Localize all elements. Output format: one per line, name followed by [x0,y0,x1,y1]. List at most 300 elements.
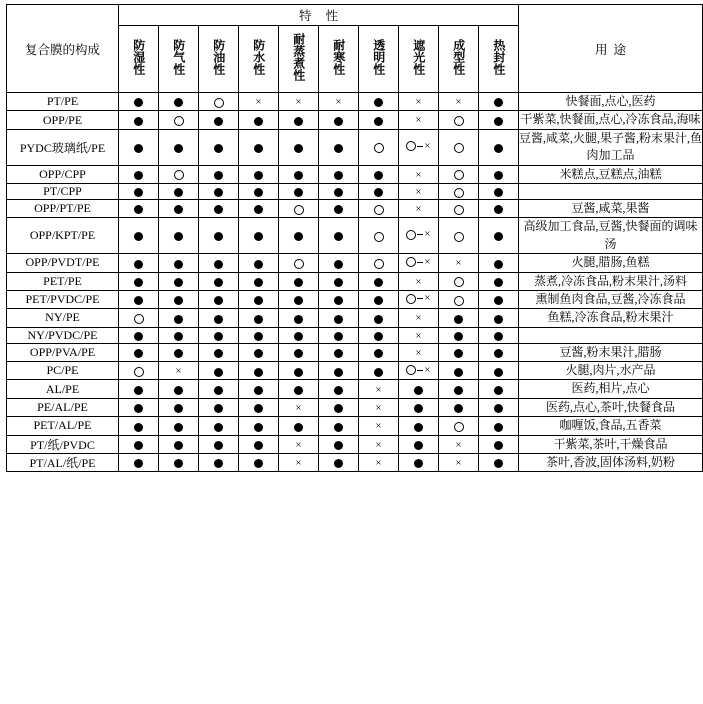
mark-cross: × [295,96,302,109]
header-prop-3 [239,26,279,93]
mark-filled-circle [174,315,183,324]
mark-filled-circle [494,232,503,241]
cell-property-6 [359,398,399,416]
mark-filled-circle [414,459,423,468]
table-row [7,435,703,453]
mark-filled-circle [374,278,383,287]
cell-property-3 [239,93,279,111]
mark-filled-circle [454,404,463,413]
cell-property-9 [479,417,519,435]
mark-filled-circle [294,188,303,197]
cell-use: 高级加工食品,豆酱,快餐面的调味汤 [519,218,703,254]
cell-property-5 [319,254,359,272]
mark-open-circle [294,205,304,215]
mark-filled-circle [134,171,143,180]
mark-filled-circle [174,144,183,153]
mark-cross: × [415,203,422,216]
cell-property-8 [439,183,479,199]
cell-property-8 [439,417,479,435]
mark-open-circle [406,294,416,304]
cell-film-composition: OPP/PT/PE [7,199,119,217]
cell-property-0 [119,183,159,199]
mark-filled-circle [334,144,343,153]
mark-open-circle [406,230,416,240]
cell-property-4 [279,417,319,435]
mark-filled-circle [134,441,143,450]
mark-filled-circle [294,144,303,153]
cell-property-0 [119,93,159,111]
mark-cross: × [335,96,342,109]
mark-filled-circle [374,98,383,107]
cell-property-8 [439,454,479,472]
cell-property-6 [359,129,399,165]
mark-open-circle [294,259,304,269]
table-row [7,218,703,254]
mark-open-circle [454,170,464,180]
cell-property-7 [399,183,439,199]
cell-property-2 [199,398,239,416]
mark-filled-circle [294,423,303,432]
mark-filled-circle [134,117,143,126]
mark-open-circle [406,365,416,375]
mark-filled-circle [214,205,223,214]
cell-property-1 [159,417,199,435]
cell-property-7 [399,199,439,217]
mark-open-circle [454,116,464,126]
mark-open-circle [454,232,464,242]
mark-filled-circle [294,278,303,287]
cell-property-6 [359,435,399,453]
cell-property-6 [359,183,399,199]
mark-filled-circle [174,404,183,413]
cell-property-6 [359,93,399,111]
table-row [7,199,703,217]
mark-filled-circle [494,332,503,341]
cell-property-6 [359,362,399,380]
mark-open-circle [214,98,224,108]
mark-filled-circle [294,171,303,180]
mark-filled-circle [334,117,343,126]
cell-property-8 [439,380,479,398]
cell-property-5 [319,165,359,183]
cell-film-composition: AL/PE [7,380,119,398]
mark-filled-circle [174,205,183,214]
mark-open-circle [406,257,416,267]
cell-film-composition: PT/PE [7,93,119,111]
mark-filled-circle [254,368,263,377]
cell-property-7 [399,111,439,129]
header-prop-label-4: 耐蒸煮性 [291,33,306,81]
mark-filled-circle [134,232,143,241]
cell-property-4 [279,254,319,272]
cell-property-8 [439,199,479,217]
cell-property-5 [319,362,359,380]
cell-film-composition: OPP/PVDT/PE [7,254,119,272]
mark-filled-circle [134,98,143,107]
mark-filled-circle [374,368,383,377]
mark-open-circle [374,259,384,269]
cell-film-composition: PET/PVDC/PE [7,290,119,308]
cell-property-3 [239,343,279,361]
table-row [7,417,703,435]
mark-open-circle [174,170,184,180]
cell-property-4 [279,129,319,165]
table-row [7,93,703,111]
mark-filled-circle [494,260,503,269]
cell-property-5 [319,309,359,327]
mark-filled-circle [334,171,343,180]
mark-cross: × [295,457,302,470]
mark-filled-circle [454,332,463,341]
cell-use: 火腿,肉片,水产品 [519,362,703,380]
cell-property-1 [159,183,199,199]
header-prop-label-1: 防气性 [171,39,186,75]
cell-property-7 [399,343,439,361]
header-prop-1 [159,26,199,93]
header-prop-5 [319,26,359,93]
cell-property-2 [199,218,239,254]
cell-property-1 [159,362,199,380]
mark-filled-circle [214,232,223,241]
mark-filled-circle [214,188,223,197]
mark-cross: × [375,438,382,451]
cell-property-8 [439,272,479,290]
mark-filled-circle [214,144,223,153]
cell-property-2 [199,362,239,380]
mark-filled-circle [214,278,223,287]
mark-open-circle [454,205,464,215]
cell-property-7 [399,272,439,290]
mark-filled-circle [454,386,463,395]
cell-property-0 [119,218,159,254]
table-row [7,362,703,380]
spec-sheet [6,4,703,472]
cell-use: 快餐面,点心,医药 [519,93,703,111]
mark-filled-circle [174,260,183,269]
table-row [7,327,703,343]
cell-property-2 [199,417,239,435]
mark-filled-circle [254,459,263,468]
mark-filled-circle [294,368,303,377]
cell-use: 医药,点心,茶叶,快餐食品 [519,398,703,416]
mark-filled-circle [254,349,263,358]
mark-filled-circle [174,332,183,341]
mark-cross: × [295,401,302,414]
table-row [7,380,703,398]
cell-property-9 [479,165,519,183]
mark-filled-circle [254,423,263,432]
cell-property-0 [119,327,159,343]
mark-filled-circle [294,315,303,324]
header-row-group [7,5,703,26]
cell-property-9 [479,327,519,343]
cell-property-3 [239,199,279,217]
cell-property-8 [439,435,479,453]
cell-property-6 [359,254,399,272]
mark-filled-circle [334,232,343,241]
mark-open-to-cross [406,141,430,152]
cell-property-2 [199,129,239,165]
cell-property-0 [119,165,159,183]
mark-dash [417,234,423,235]
cell-property-0 [119,398,159,416]
header-prop-6 [359,26,399,93]
mark-filled-circle [494,459,503,468]
cell-property-5 [319,380,359,398]
cell-property-9 [479,454,519,472]
cell-property-5 [319,327,359,343]
cell-property-4 [279,165,319,183]
mark-filled-circle [414,404,423,413]
mark-filled-circle [134,332,143,341]
cell-property-1 [159,272,199,290]
cell-property-3 [239,309,279,327]
cell-use [519,327,703,343]
cell-property-5 [319,218,359,254]
cell-film-composition: PYDC玻璃纸/PE [7,129,119,165]
cell-property-5 [319,183,359,199]
mark-filled-circle [174,232,183,241]
cell-property-1 [159,165,199,183]
mark-filled-circle [294,232,303,241]
mark-open-circle [406,141,416,151]
mark-dash [417,298,423,299]
cell-property-0 [119,380,159,398]
cell-property-4 [279,272,319,290]
header-prop-8 [439,26,479,93]
mark-open-circle [454,422,464,432]
mark-cross: × [255,96,262,109]
mark-cross: × [175,365,182,378]
cell-property-9 [479,199,519,217]
cell-property-3 [239,435,279,453]
cell-property-3 [239,327,279,343]
cell-property-9 [479,111,519,129]
cell-property-2 [199,111,239,129]
mark-cross: × [455,257,462,270]
cell-property-4 [279,309,319,327]
mark-filled-circle [334,459,343,468]
mark-filled-circle [334,349,343,358]
cell-property-2 [199,183,239,199]
cell-property-3 [239,111,279,129]
mark-filled-circle [454,349,463,358]
mark-filled-circle [174,188,183,197]
cell-film-composition: PT/AL/纸/PE [7,454,119,472]
header-properties-group: 特性 [119,5,519,26]
table-header [7,5,703,93]
mark-filled-circle [374,349,383,358]
mark-filled-circle [494,188,503,197]
mark-cross: × [415,275,422,288]
cell-property-9 [479,218,519,254]
cell-film-composition: NY/PVDC/PE [7,327,119,343]
cell-property-6 [359,327,399,343]
mark-cross: × [455,438,462,451]
mark-cross: × [455,457,462,470]
cell-film-composition: OPP/CPP [7,165,119,183]
mark-filled-circle [254,171,263,180]
cell-use: 豆酱,粉末果汁,腊肠 [519,343,703,361]
cell-property-3 [239,417,279,435]
cell-film-composition: NY/PE [7,309,119,327]
mark-open-circle [454,143,464,153]
mark-cross: × [424,139,431,152]
mark-open-circle [454,188,464,198]
cell-property-0 [119,290,159,308]
cell-property-3 [239,165,279,183]
cell-property-9 [479,93,519,111]
mark-filled-circle [214,404,223,413]
cell-property-5 [319,93,359,111]
cell-property-3 [239,183,279,199]
header-prop-label-9: 热封性 [491,39,506,75]
cell-property-5 [319,398,359,416]
mark-filled-circle [494,296,503,305]
mark-open-circle [454,277,464,287]
cell-property-1 [159,93,199,111]
cell-property-1 [159,380,199,398]
cell-property-7 [399,380,439,398]
mark-cross: × [415,329,422,342]
cell-property-7 [399,398,439,416]
mark-filled-circle [334,315,343,324]
cell-property-0 [119,417,159,435]
mark-filled-circle [214,315,223,324]
mark-open-circle [134,367,144,377]
mark-filled-circle [134,296,143,305]
header-prop-label-8: 成型性 [451,39,466,75]
mark-filled-circle [494,117,503,126]
mark-filled-circle [334,386,343,395]
mark-cross: × [375,401,382,414]
cell-property-6 [359,165,399,183]
cell-property-9 [479,272,519,290]
mark-open-circle [374,205,384,215]
cell-property-4 [279,398,319,416]
cell-property-3 [239,398,279,416]
mark-cross: × [415,96,422,109]
cell-property-0 [119,254,159,272]
mark-filled-circle [134,386,143,395]
table-row [7,111,703,129]
mark-cross: × [375,383,382,396]
mark-filled-circle [174,98,183,107]
cell-use: 鱼糕,冷冻食品,粉末果汁 [519,309,703,327]
cell-property-4 [279,454,319,472]
mark-filled-circle [254,144,263,153]
mark-filled-circle [294,349,303,358]
cell-property-0 [119,343,159,361]
mark-cross: × [455,96,462,109]
cell-property-9 [479,254,519,272]
table-row [7,129,703,165]
cell-property-1 [159,129,199,165]
cell-property-3 [239,290,279,308]
cell-property-8 [439,254,479,272]
cell-property-0 [119,129,159,165]
header-prop-label-7: 遮光性 [411,39,426,75]
cell-property-8 [439,362,479,380]
mark-filled-circle [174,441,183,450]
mark-filled-circle [134,349,143,358]
cell-property-2 [199,272,239,290]
cell-property-9 [479,380,519,398]
mark-filled-circle [254,260,263,269]
mark-filled-circle [214,171,223,180]
mark-filled-circle [134,423,143,432]
table-row [7,254,703,272]
cell-property-7 [399,165,439,183]
mark-filled-circle [254,278,263,287]
mark-open-to-cross [406,365,430,376]
cell-use: 熏制鱼肉食品,豆酱,冷冻食品 [519,290,703,308]
mark-filled-circle [174,349,183,358]
cell-property-0 [119,435,159,453]
cell-property-6 [359,454,399,472]
cell-film-composition: PET/PE [7,272,119,290]
cell-use: 豆酱,咸菜,火腿,果子酱,粉末果汁,鱼肉加工品 [519,129,703,165]
cell-property-4 [279,183,319,199]
header-prop-label-2: 防油性 [211,39,226,75]
cell-property-0 [119,309,159,327]
mark-filled-circle [214,368,223,377]
cell-use [519,183,703,199]
cell-property-7 [399,454,439,472]
cell-property-8 [439,327,479,343]
mark-filled-circle [494,349,503,358]
cell-property-4 [279,435,319,453]
cell-property-6 [359,290,399,308]
mark-filled-circle [494,171,503,180]
cell-use: 蒸煮,冷冻食品,粉末果汁,汤料 [519,272,703,290]
cell-property-0 [119,272,159,290]
mark-filled-circle [454,315,463,324]
table-row [7,165,703,183]
mark-cross: × [295,438,302,451]
cell-property-9 [479,435,519,453]
cell-use: 干紫菜,茶叶,干燥食品 [519,435,703,453]
cell-property-7 [399,290,439,308]
cell-property-8 [439,165,479,183]
mark-filled-circle [334,188,343,197]
cell-property-1 [159,218,199,254]
mark-filled-circle [374,171,383,180]
cell-property-7 [399,435,439,453]
cell-property-4 [279,199,319,217]
cell-property-2 [199,309,239,327]
table-row [7,343,703,361]
cell-property-4 [279,111,319,129]
cell-property-4 [279,327,319,343]
mark-filled-circle [334,423,343,432]
cell-property-7 [399,129,439,165]
mark-open-to-cross [406,293,430,304]
mark-cross: × [424,228,431,241]
cell-property-4 [279,362,319,380]
mark-filled-circle [494,144,503,153]
cell-property-5 [319,199,359,217]
cell-property-4 [279,218,319,254]
cell-property-3 [239,218,279,254]
cell-property-8 [439,309,479,327]
cell-film-composition: PE/AL/PE [7,398,119,416]
mark-cross: × [415,312,422,325]
mark-filled-circle [174,423,183,432]
cell-property-1 [159,111,199,129]
cell-property-8 [439,93,479,111]
mark-filled-circle [414,386,423,395]
